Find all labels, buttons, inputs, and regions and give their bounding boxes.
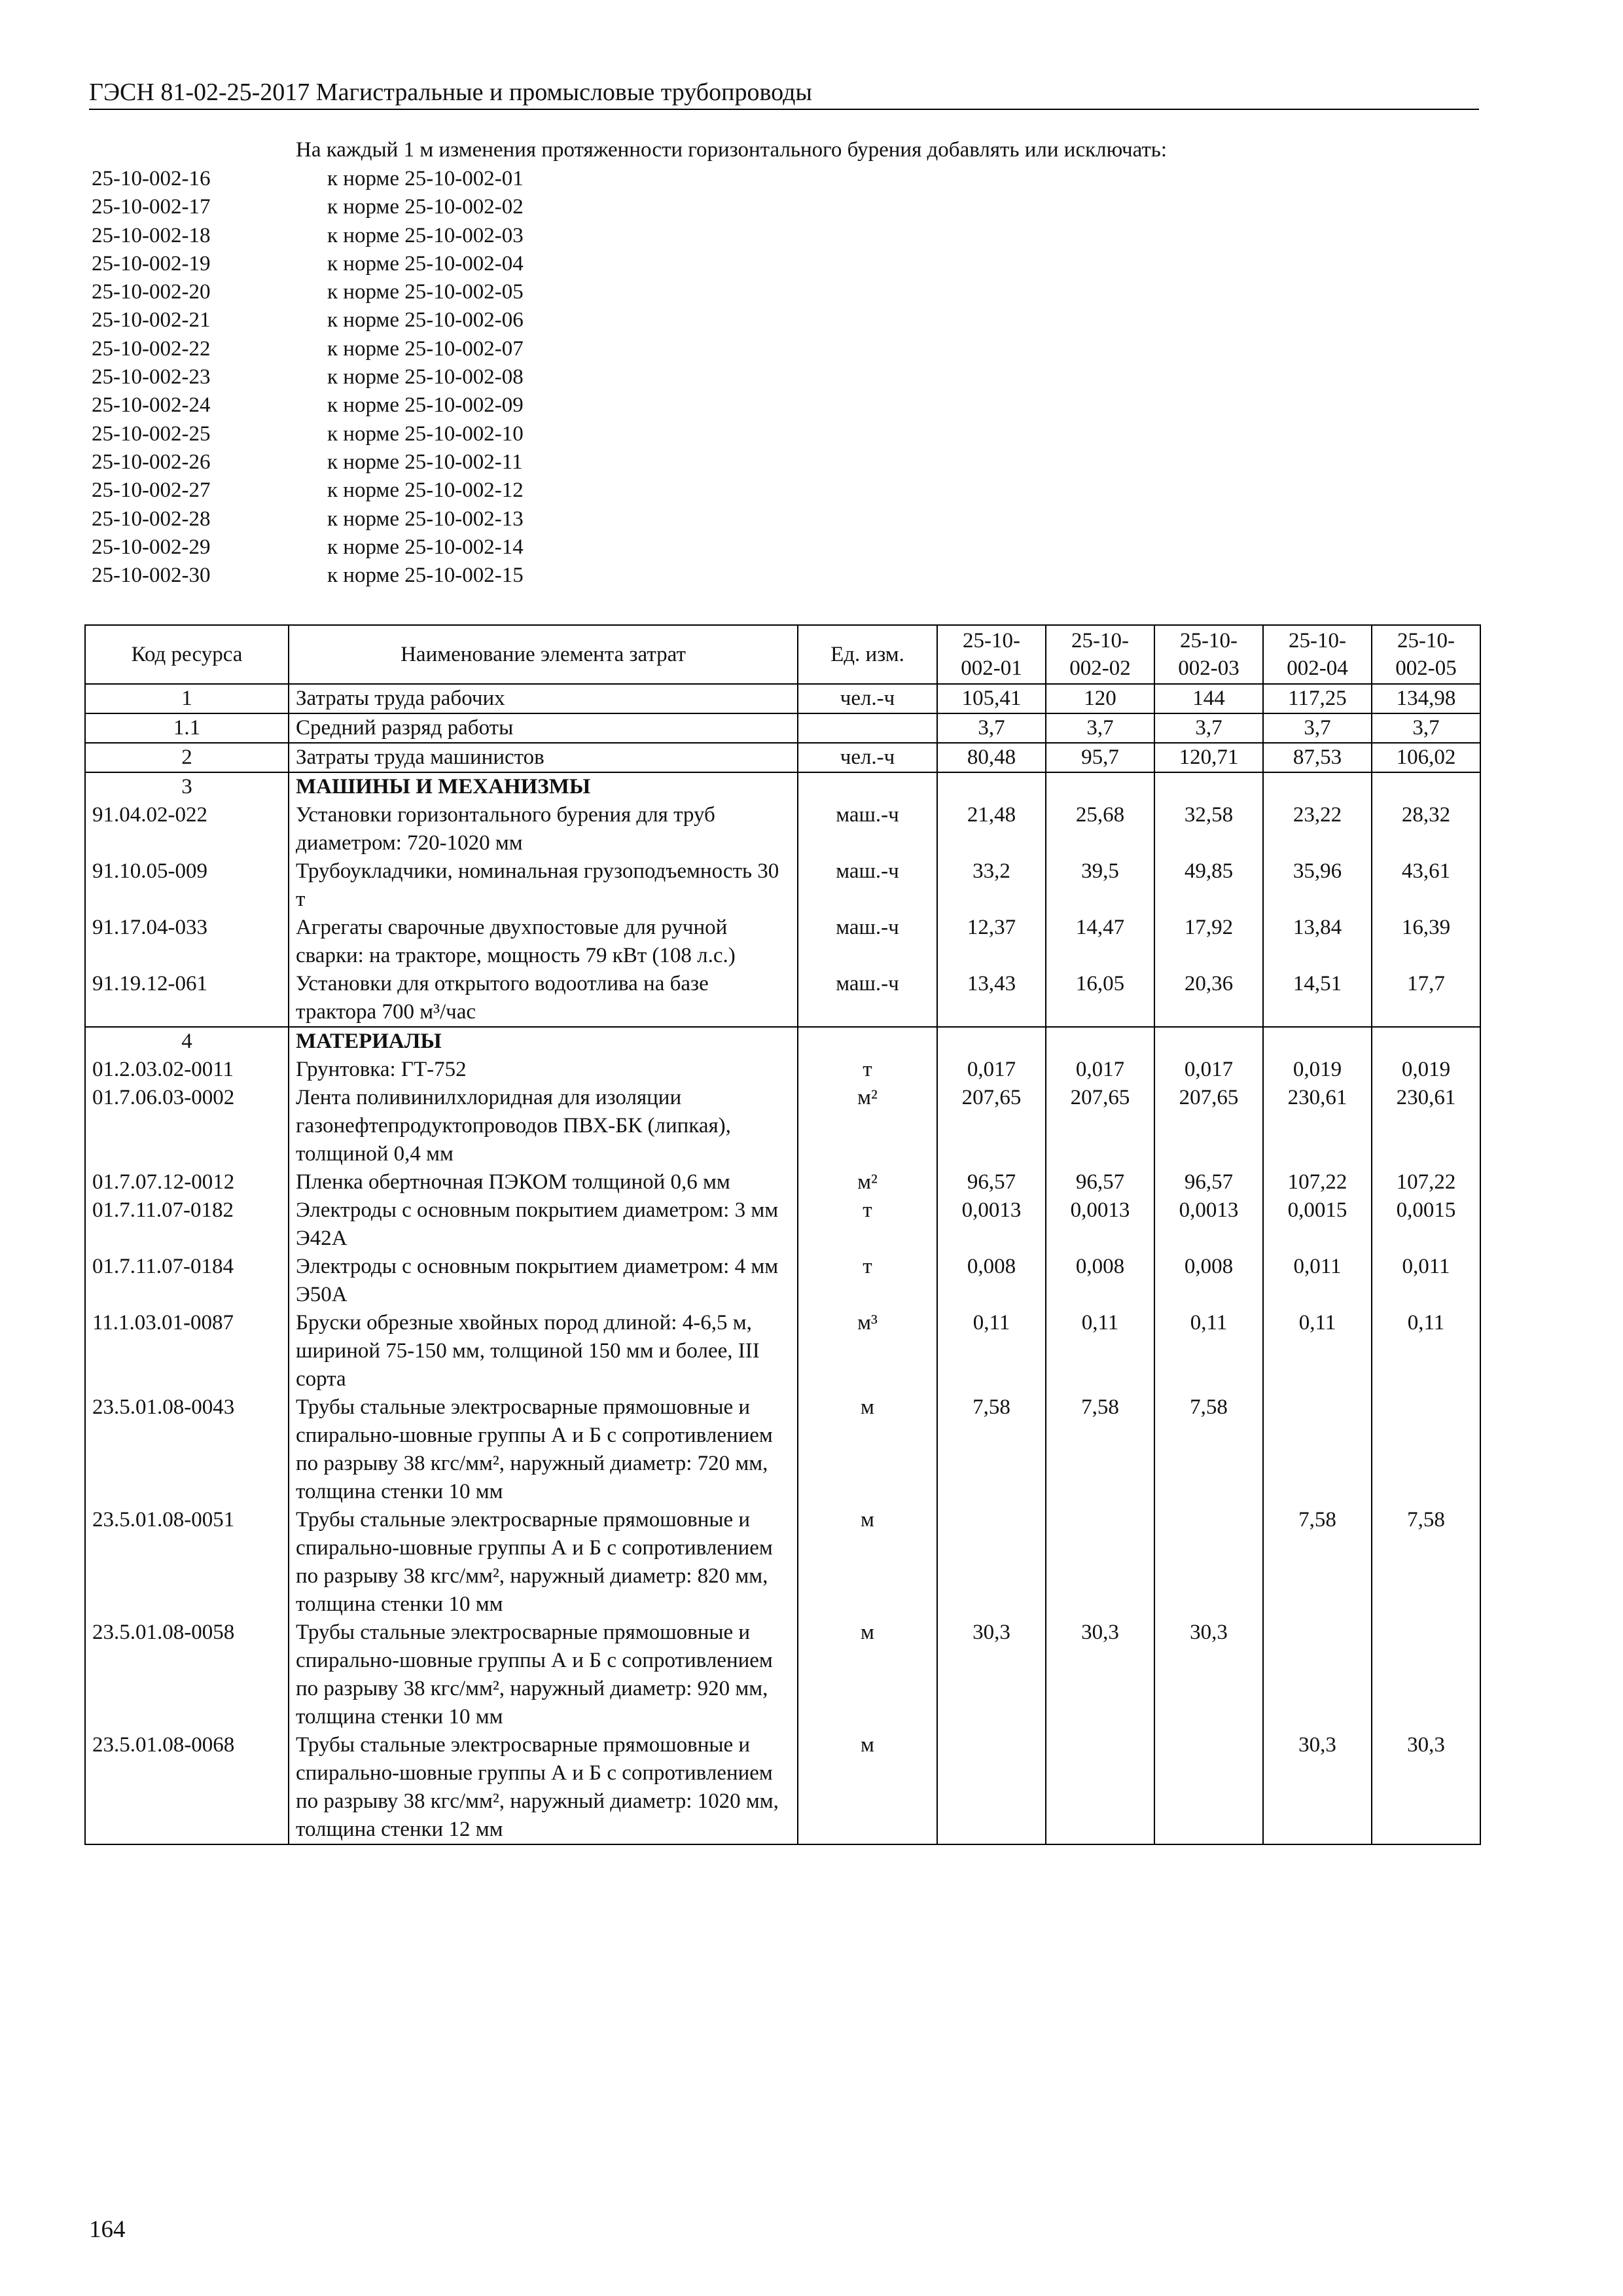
header-name: Наименование элемента затрат — [289, 625, 798, 684]
resource-name: Затраты труда машинистов — [289, 743, 798, 772]
addition-code: 25-10-002-22 — [92, 336, 211, 361]
resource-code: 23.5.01.08-0068 — [85, 1731, 289, 1844]
header-norm-5: 25-10- 002-05 — [1372, 625, 1480, 684]
header-code: Код ресурса — [85, 625, 289, 684]
norm-value: 3,7 — [1263, 713, 1372, 743]
table-row — [85, 801, 1480, 857]
norm-value — [1372, 772, 1480, 801]
addition-text: к норме 25-10-002-08 — [327, 365, 524, 389]
norm-value: 7,58 — [1372, 1506, 1480, 1619]
norm-value: 30,3 — [1263, 1731, 1372, 1844]
addition-row — [92, 533, 524, 562]
norm-value: 0,0013 — [1154, 1196, 1263, 1253]
resource-name: Трубы стальные электросварные прямошовные и спирально-шовные группы А и Б с сопротивлением по разрыву 38 кгс/мм², наружный диаметр: 820 мм, толщина стенки 10 мм — [289, 1506, 798, 1619]
table-row — [85, 1619, 1480, 1731]
norm-value: 207,65 — [1046, 1084, 1154, 1168]
addition-row — [92, 278, 524, 306]
norm-value: 106,02 — [1372, 743, 1480, 772]
addition-code: 25-10-002-26 — [92, 450, 211, 474]
addition-text: к норме 25-10-002-09 — [327, 393, 524, 418]
header-norm-2: 25-10- 002-02 — [1046, 625, 1154, 684]
norm-value: 230,61 — [1263, 1084, 1372, 1168]
norm-value: 35,96 — [1263, 857, 1372, 914]
norm-value: 0,11 — [937, 1309, 1046, 1393]
addition-text: к норме 25-10-002-02 — [327, 195, 524, 219]
resource-unit: маш.-ч — [798, 914, 937, 970]
norm-value — [1046, 1506, 1154, 1619]
norm-value: 21,48 — [937, 801, 1046, 857]
norm-value: 14,51 — [1263, 970, 1372, 1027]
addition-code: 25-10-002-30 — [92, 564, 211, 588]
addition-code: 25-10-002-18 — [92, 223, 211, 247]
addition-code: 25-10-002-29 — [92, 535, 211, 559]
resource-unit: маш.-ч — [798, 970, 937, 1027]
addition-code: 25-10-002-25 — [92, 422, 211, 446]
norm-value: 7,58 — [937, 1393, 1046, 1506]
resource-unit: чел.-ч — [798, 743, 937, 772]
norm-value — [1046, 1731, 1154, 1844]
norm-value: 39,5 — [1046, 857, 1154, 914]
table-row — [85, 1084, 1480, 1168]
norm-value: 20,36 — [1154, 970, 1263, 1027]
norm-value: 0,11 — [1154, 1309, 1263, 1393]
norm-value: 120,71 — [1154, 743, 1263, 772]
addition-row — [92, 448, 524, 476]
resource-unit: чел.-ч — [798, 684, 937, 713]
resource-unit — [798, 772, 937, 801]
norm-value: 117,25 — [1263, 684, 1372, 713]
resource-code: 1 — [85, 684, 289, 713]
norm-value: 0,019 — [1372, 1056, 1480, 1084]
norm-value: 7,58 — [1154, 1393, 1263, 1506]
norm-value: 30,3 — [1154, 1619, 1263, 1731]
header-norm-4: 25-10- 002-04 — [1263, 625, 1372, 684]
norm-value: 107,22 — [1372, 1168, 1480, 1196]
addition-code: 25-10-002-19 — [92, 251, 211, 276]
page-number: 164 — [89, 2216, 126, 2243]
addition-code: 25-10-002-23 — [92, 365, 211, 389]
resource-code: 1.1 — [85, 713, 289, 743]
addition-text: к норме 25-10-002-13 — [327, 507, 524, 531]
norm-value: 87,53 — [1263, 743, 1372, 772]
norm-value — [1154, 1027, 1263, 1056]
resource-code: 01.7.07.12-0012 — [85, 1168, 289, 1196]
norm-value: 16,05 — [1046, 970, 1154, 1027]
resource-name: Трубы стальные электросварные прямошовные и спирально-шовные группы А и Б с сопротивлением по разрыву 38 кгс/мм², наружный диаметр: 1020 мм, толщина стенки 12 мм — [289, 1731, 798, 1844]
addition-code: 25-10-002-27 — [92, 478, 211, 503]
norm-value: 95,7 — [1046, 743, 1154, 772]
resource-code: 91.10.05-009 — [85, 857, 289, 914]
norm-value: 3,7 — [937, 713, 1046, 743]
resource-name: Пленка обертночная ПЭКОМ толщиной 0,6 мм — [289, 1168, 798, 1196]
addition-row — [92, 363, 524, 391]
resource-name: Трубоукладчики, номинальная грузоподъемность 30 т — [289, 857, 798, 914]
addition-code: 25-10-002-28 — [92, 507, 211, 531]
resource-name: Средний разряд работы — [289, 713, 798, 743]
norm-value — [1154, 1731, 1263, 1844]
table-row — [85, 914, 1480, 970]
table-row — [85, 1506, 1480, 1619]
addition-text: к норме 25-10-002-11 — [327, 450, 523, 474]
resource-name: МАТЕРИАЛЫ — [289, 1027, 798, 1056]
addition-row — [92, 476, 524, 505]
norm-value: 96,57 — [937, 1168, 1046, 1196]
norm-value — [1154, 1506, 1263, 1619]
norm-value — [1372, 1027, 1480, 1056]
resource-code: 01.7.11.07-0184 — [85, 1253, 289, 1309]
addition-text: к норме 25-10-002-15 — [327, 564, 524, 588]
norm-value: 0,0013 — [937, 1196, 1046, 1253]
resource-code: 91.04.02-022 — [85, 801, 289, 857]
table-row — [85, 684, 1480, 713]
norm-value: 0,017 — [937, 1056, 1046, 1084]
resource-unit: м — [798, 1619, 937, 1731]
resource-name: Затраты труда рабочих — [289, 684, 798, 713]
norm-value: 28,32 — [1372, 801, 1480, 857]
norm-value: 0,008 — [1154, 1253, 1263, 1309]
norm-value: 120 — [1046, 684, 1154, 713]
header-norm-3: 25-10- 002-03 — [1154, 625, 1263, 684]
resource-unit: маш.-ч — [798, 801, 937, 857]
resource-name: Установки для открытого водоотлива на базе трактора 700 м³/час — [289, 970, 798, 1027]
norm-value — [1154, 772, 1263, 801]
norm-value: 32,58 — [1154, 801, 1263, 857]
resource-name: МАШИНЫ И МЕХАНИЗМЫ — [289, 772, 798, 801]
norm-value: 16,39 — [1372, 914, 1480, 970]
addition-row — [92, 335, 524, 363]
norm-value — [937, 1731, 1046, 1844]
norm-value: 17,7 — [1372, 970, 1480, 1027]
header-norm-1: 25-10- 002-01 — [937, 625, 1046, 684]
norm-value: 96,57 — [1154, 1168, 1263, 1196]
table-row — [85, 1731, 1480, 1844]
resource-unit: м — [798, 1393, 937, 1506]
norm-value: 0,011 — [1263, 1253, 1372, 1309]
norm-value: 80,48 — [937, 743, 1046, 772]
resource-code: 01.2.03.02-0011 — [85, 1056, 289, 1084]
norm-value: 230,61 — [1372, 1084, 1480, 1168]
norm-value — [937, 1027, 1046, 1056]
resource-name: Трубы стальные электросварные прямошовные и спирально-шовные группы А и Б с сопротивлением по разрыву 38 кгс/мм², наружный диаметр: 720 мм, толщина стенки 10 мм — [289, 1393, 798, 1506]
norm-value — [937, 772, 1046, 801]
resource-code: 23.5.01.08-0043 — [85, 1393, 289, 1506]
resource-code: 91.17.04-033 — [85, 914, 289, 970]
addition-code: 25-10-002-21 — [92, 308, 211, 332]
addition-code: 25-10-002-24 — [92, 393, 211, 418]
resource-unit — [798, 1027, 937, 1056]
addition-row — [92, 420, 524, 448]
table-row — [85, 1309, 1480, 1393]
resource-unit: м² — [798, 1168, 937, 1196]
addition-text: к норме 25-10-002-05 — [327, 280, 524, 304]
norm-value — [1372, 1619, 1480, 1731]
resource-code: 11.1.03.01-0087 — [85, 1309, 289, 1393]
resource-name: Грунтовка: ГТ-752 — [289, 1056, 798, 1084]
table-row — [85, 1027, 1480, 1056]
addition-row — [92, 222, 524, 250]
table-row — [85, 1168, 1480, 1196]
resource-code: 01.7.11.07-0182 — [85, 1196, 289, 1253]
document-header: ГЭСН 81-02-25-2017 Магистральные и промысловые трубопроводы — [89, 77, 1479, 110]
norm-value: 0,017 — [1154, 1056, 1263, 1084]
additions-list — [92, 165, 524, 590]
norm-value: 7,58 — [1263, 1506, 1372, 1619]
addition-row — [92, 250, 524, 278]
resource-name: Трубы стальные электросварные прямошовные и спирально-шовные группы А и Б с сопротивлением по разрыву 38 кгс/мм², наружный диаметр: 920 мм, толщина стенки 10 мм — [289, 1619, 798, 1731]
addition-text: к норме 25-10-002-04 — [327, 251, 524, 276]
addition-text: к норме 25-10-002-12 — [327, 478, 524, 503]
table-row — [85, 970, 1480, 1027]
addition-row — [92, 165, 524, 193]
norm-value: 3,7 — [1372, 713, 1480, 743]
resource-unit: т — [798, 1196, 937, 1253]
norm-value: 12,37 — [937, 914, 1046, 970]
resource-unit: т — [798, 1056, 937, 1084]
table-row — [85, 857, 1480, 914]
norm-value: 13,84 — [1263, 914, 1372, 970]
resource-code: 3 — [85, 772, 289, 801]
resource-unit: м² — [798, 1084, 937, 1168]
resource-unit: м³ — [798, 1309, 937, 1393]
norm-value: 144 — [1154, 684, 1263, 713]
table-row — [85, 743, 1480, 772]
resource-code: 4 — [85, 1027, 289, 1056]
norm-value: 30,3 — [1372, 1731, 1480, 1844]
norm-value: 134,98 — [1372, 684, 1480, 713]
table-body — [85, 684, 1480, 1844]
addition-text: к норме 25-10-002-03 — [327, 223, 524, 247]
addition-text: к норме 25-10-002-01 — [327, 167, 524, 190]
addition-code: 25-10-002-20 — [92, 280, 211, 304]
norm-value: 0,0013 — [1046, 1196, 1154, 1253]
norm-value: 0,0015 — [1372, 1196, 1480, 1253]
norm-value: 49,85 — [1154, 857, 1263, 914]
norm-value: 0,0015 — [1263, 1196, 1372, 1253]
resource-name: Агрегаты сварочные двухпостовые для ручной сварки: на тракторе, мощность 79 кВт (108 л.с.) — [289, 914, 798, 970]
norm-value: 7,58 — [1046, 1393, 1154, 1506]
table-row — [85, 1056, 1480, 1084]
addition-row — [92, 505, 524, 533]
addition-row — [92, 562, 524, 590]
norm-value: 0,011 — [1372, 1253, 1480, 1309]
norm-value: 3,7 — [1046, 713, 1154, 743]
norm-value: 30,3 — [1046, 1619, 1154, 1731]
table-row — [85, 713, 1480, 743]
resource-name: Установки горизонтального бурения для труб диаметром: 720-1020 мм — [289, 801, 798, 857]
resource-unit: м — [798, 1731, 937, 1844]
norm-value: 43,61 — [1372, 857, 1480, 914]
norm-value: 0,008 — [1046, 1253, 1154, 1309]
norm-value — [1263, 772, 1372, 801]
resource-code: 91.19.12-061 — [85, 970, 289, 1027]
norm-value: 23,22 — [1263, 801, 1372, 857]
addition-text: к норме 25-10-002-06 — [327, 308, 524, 332]
table-row — [85, 772, 1480, 801]
norm-value — [937, 1506, 1046, 1619]
resource-name: Лента поливинилхлоридная для изоляции газонефтепродуктопроводов ПВХ-БК (липкая), толщиной 0,4 мм — [289, 1084, 798, 1168]
norm-value: 96,57 — [1046, 1168, 1154, 1196]
table-row — [85, 1253, 1480, 1309]
resource-name: Бруски обрезные хвойных пород длиной: 4-6,5 м, шириной 75-150 мм, толщиной 150 мм и более, III сорта — [289, 1309, 798, 1393]
resource-code: 23.5.01.08-0051 — [85, 1506, 289, 1619]
resource-unit — [798, 713, 937, 743]
norm-value — [1372, 1393, 1480, 1506]
norm-value: 0,019 — [1263, 1056, 1372, 1084]
norm-value: 107,22 — [1263, 1168, 1372, 1196]
resource-table — [84, 624, 1481, 1845]
resource-unit: м — [798, 1506, 937, 1619]
addition-code: 25-10-002-16 — [92, 167, 211, 190]
norm-value: 207,65 — [1154, 1084, 1263, 1168]
norm-value: 0,017 — [1046, 1056, 1154, 1084]
addition-text: к норме 25-10-002-07 — [327, 336, 524, 361]
resource-code: 01.7.06.03-0002 — [85, 1084, 289, 1168]
table-row — [85, 1196, 1480, 1253]
addition-row — [92, 306, 524, 334]
resource-unit: т — [798, 1253, 937, 1309]
resource-name: Электроды с основным покрытием диаметром: 4 мм Э50А — [289, 1253, 798, 1309]
norm-value: 25,68 — [1046, 801, 1154, 857]
resource-unit: маш.-ч — [798, 857, 937, 914]
norm-value: 0,11 — [1263, 1309, 1372, 1393]
norm-value — [1263, 1619, 1372, 1731]
intro-text: На каждый 1 м изменения протяженности горизонтального бурения добавлять или исключать: — [296, 138, 1168, 162]
norm-value — [1263, 1393, 1372, 1506]
norm-value: 17,92 — [1154, 914, 1263, 970]
addition-text: к норме 25-10-002-10 — [327, 422, 524, 446]
addition-row — [92, 193, 524, 221]
norm-value — [1046, 772, 1154, 801]
resource-code: 23.5.01.08-0058 — [85, 1619, 289, 1731]
norm-value: 105,41 — [937, 684, 1046, 713]
norm-value: 0,11 — [1046, 1309, 1154, 1393]
norm-value: 30,3 — [937, 1619, 1046, 1731]
table-row — [85, 1393, 1480, 1506]
norm-value: 0,008 — [937, 1253, 1046, 1309]
addition-text: к норме 25-10-002-14 — [327, 535, 524, 559]
norm-value: 33,2 — [937, 857, 1046, 914]
norm-value: 3,7 — [1154, 713, 1263, 743]
header-unit: Ед. изм. — [798, 625, 937, 684]
addition-code: 25-10-002-17 — [92, 195, 211, 219]
norm-value: 14,47 — [1046, 914, 1154, 970]
resource-name: Электроды с основным покрытием диаметром: 3 мм Э42А — [289, 1196, 798, 1253]
norm-value — [1263, 1027, 1372, 1056]
addition-row — [92, 391, 524, 420]
resource-code: 2 — [85, 743, 289, 772]
norm-value — [1046, 1027, 1154, 1056]
norm-value: 207,65 — [937, 1084, 1046, 1168]
norm-value: 13,43 — [937, 970, 1046, 1027]
table-header-row — [85, 625, 1480, 684]
norm-value: 0,11 — [1372, 1309, 1480, 1393]
